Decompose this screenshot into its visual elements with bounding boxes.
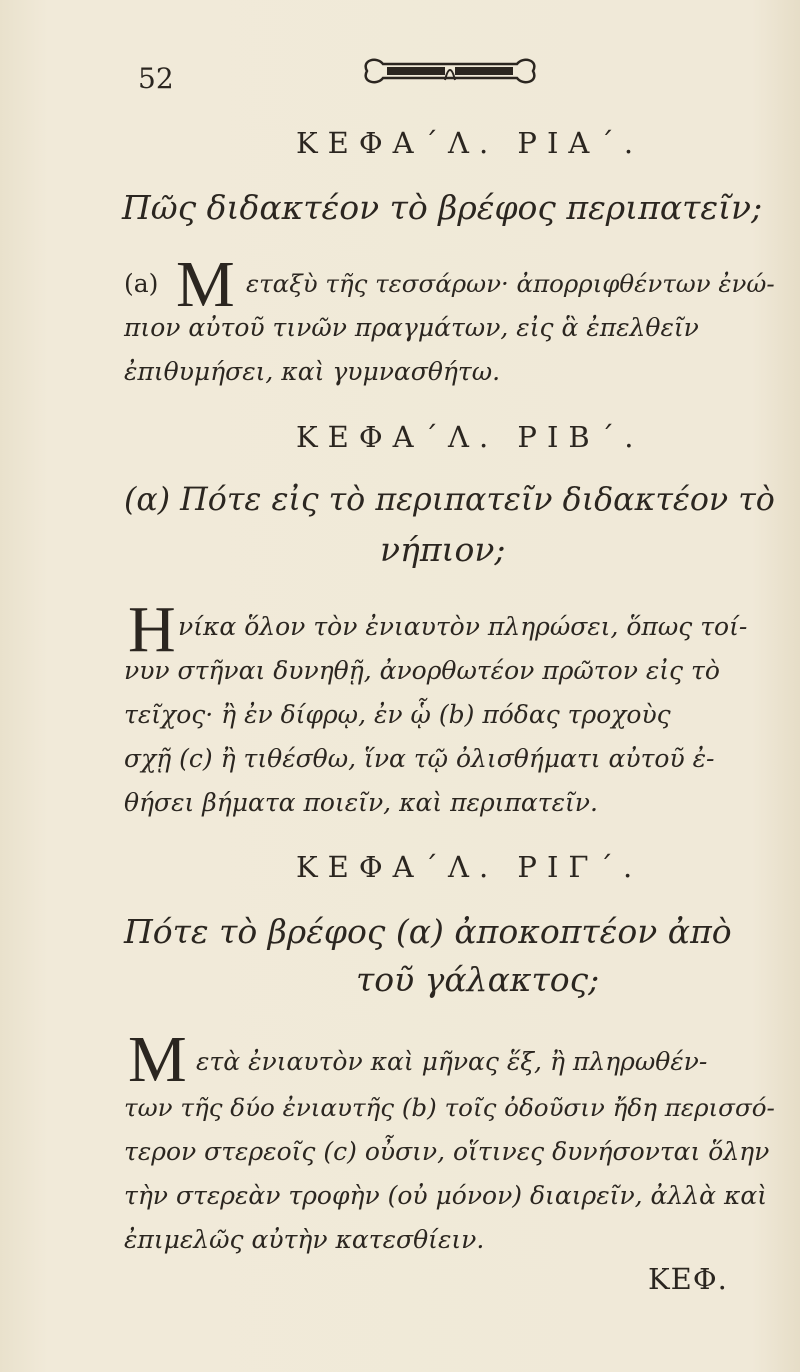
catchword: ΚΕΦ. [648,1262,728,1296]
chapter-question: Πῶς διδακτέον τὸ βρέφος περιπατεῖν; [122,188,763,227]
text-line: ἐπιμελῶς αὐτὴν κατεσθίειν. [124,1225,485,1254]
text-line: ἐπιθυμήσει, καὶ γυμνασθήτω. [124,357,501,386]
chapter-question: (α) Πότε εἰς τὸ περιπατεῖν διδακτέον τὸ [124,482,775,518]
text-line: σχῇ (c) ἢ τιθέσθω, ἵνα τῷ ὀλισθήματι αὐτοῦ ἐ- [124,744,715,773]
text-line: τεῖχος· ἢ ἐν δίφρῳ, ἐν ᾧ (b) πόδας τροχοὺς [124,700,671,729]
text-line: νίκα ὅλον τὸν ἐνιαυτὸν πληρώσει, ὅπως τοί- [178,612,748,641]
note-label: (a) [124,269,159,298]
chapter-question: νήπιον; [380,530,506,569]
text-line: των τῆς δύο ἐνιαυτῆς (b) τοῖς ὀδοῦσιν ἤδη περισσό- [124,1093,775,1122]
page-number: 52 [138,62,174,95]
text-line: νυν στῆναι δυνηθῇ, ἀνορθωτέον πρῶτον εἰς τὸ [124,656,720,685]
text-line: πιον αὐτοῦ τινῶν πραγμάτων, εἰς ἃ ἐπελθεῖν [124,313,699,342]
text-line: τερον στερεοῖς (c) οὖσιν, οἵτινες δυνήσονται ὅλην [124,1137,770,1166]
chapter-heading: ΚΕΦΑ΄Λ. ΡΙΓ΄. [296,850,643,884]
text-line: εταξὺ τῆς τεσσάρων· ἀπορριφθέντων ἐνώ- [246,269,775,298]
chapter-question: τοῦ γάλακτος; [356,960,600,999]
drop-cap: Μ [176,248,235,321]
chapter-question: Πότε τὸ βρέφος (α) ἀποκοπτέον ἀπὸ [124,912,732,951]
text-line: τὴν στερεὰν τροφὴν (οὐ μόνον) διαιρεῖν, ἀλλὰ καὶ [124,1181,768,1210]
drop-cap: Η [128,593,176,666]
chapter-heading: ΚΕΦΑ΄Λ. ΡΙΒ΄. [296,420,644,454]
text-line: ετὰ ἐνιαυτὸν καὶ μῆνας ἕξ, ἢ πληρωθέν- [196,1047,708,1076]
ornament-icon [357,50,542,92]
text-line: θήσει βήματα ποιεῖν, καὶ περιπατεῖν. [124,788,598,817]
drop-cap: Μ [128,1023,187,1096]
chapter-heading: ΚΕΦΑ΄Λ. ΡΙΑ΄. [296,126,644,160]
